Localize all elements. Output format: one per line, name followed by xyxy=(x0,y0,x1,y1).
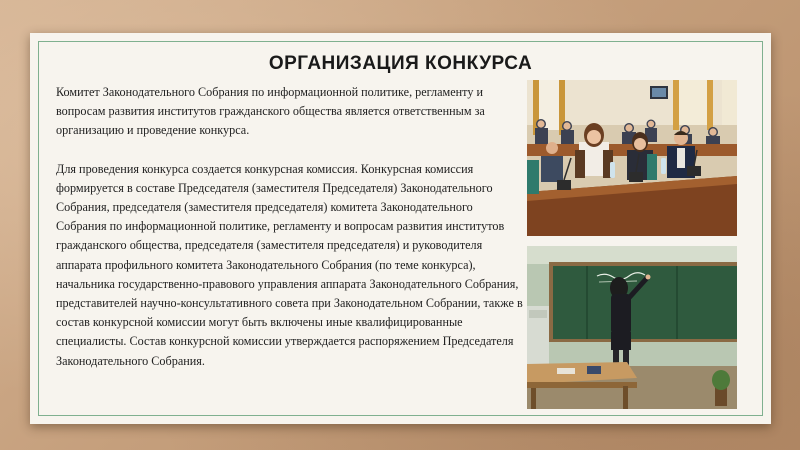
slide-title: ОРГАНИЗАЦИЯ КОНКУРСА xyxy=(268,53,533,74)
classroom-photo xyxy=(527,246,737,409)
slide-card xyxy=(30,33,771,424)
paragraph-committee: Комитет Законодательного Собрания по информационной политике, регламенту и вопросам развития институтов гражданского общества является ответственным за организацию и проведение конкурса. xyxy=(56,85,485,138)
body-text xyxy=(56,83,526,390)
meeting-hall-image xyxy=(527,80,737,236)
classroom-image xyxy=(527,246,737,409)
paragraph-commission: Для проведения конкурса создается конкурсная комиссия. Конкурсная комиссия формируется в составе Председателя (заместителя Председателя) Законодательного Собрания, председателя (заместителя председателя) комитета Законодательного Собрания по информационной политике, регламенту и вопросам развития институтов гражданского общества, председателя (заместителя председателя) и руководителя аппарата профильного комитета Законодательного Собрания (по теме конкурса), начальника государственно-правового управления аппарата Законодательного Собрания, представителей научно-консультативного совета при Законодательном Собрании, также в состав конкурсной комиссии могут быть включены иные квалифицированные специалисты. Состав конкурсной комиссии утверждается распоряжением Председателя Законодательного Собрания. xyxy=(56,161,523,368)
meeting-hall-photo xyxy=(527,80,737,236)
